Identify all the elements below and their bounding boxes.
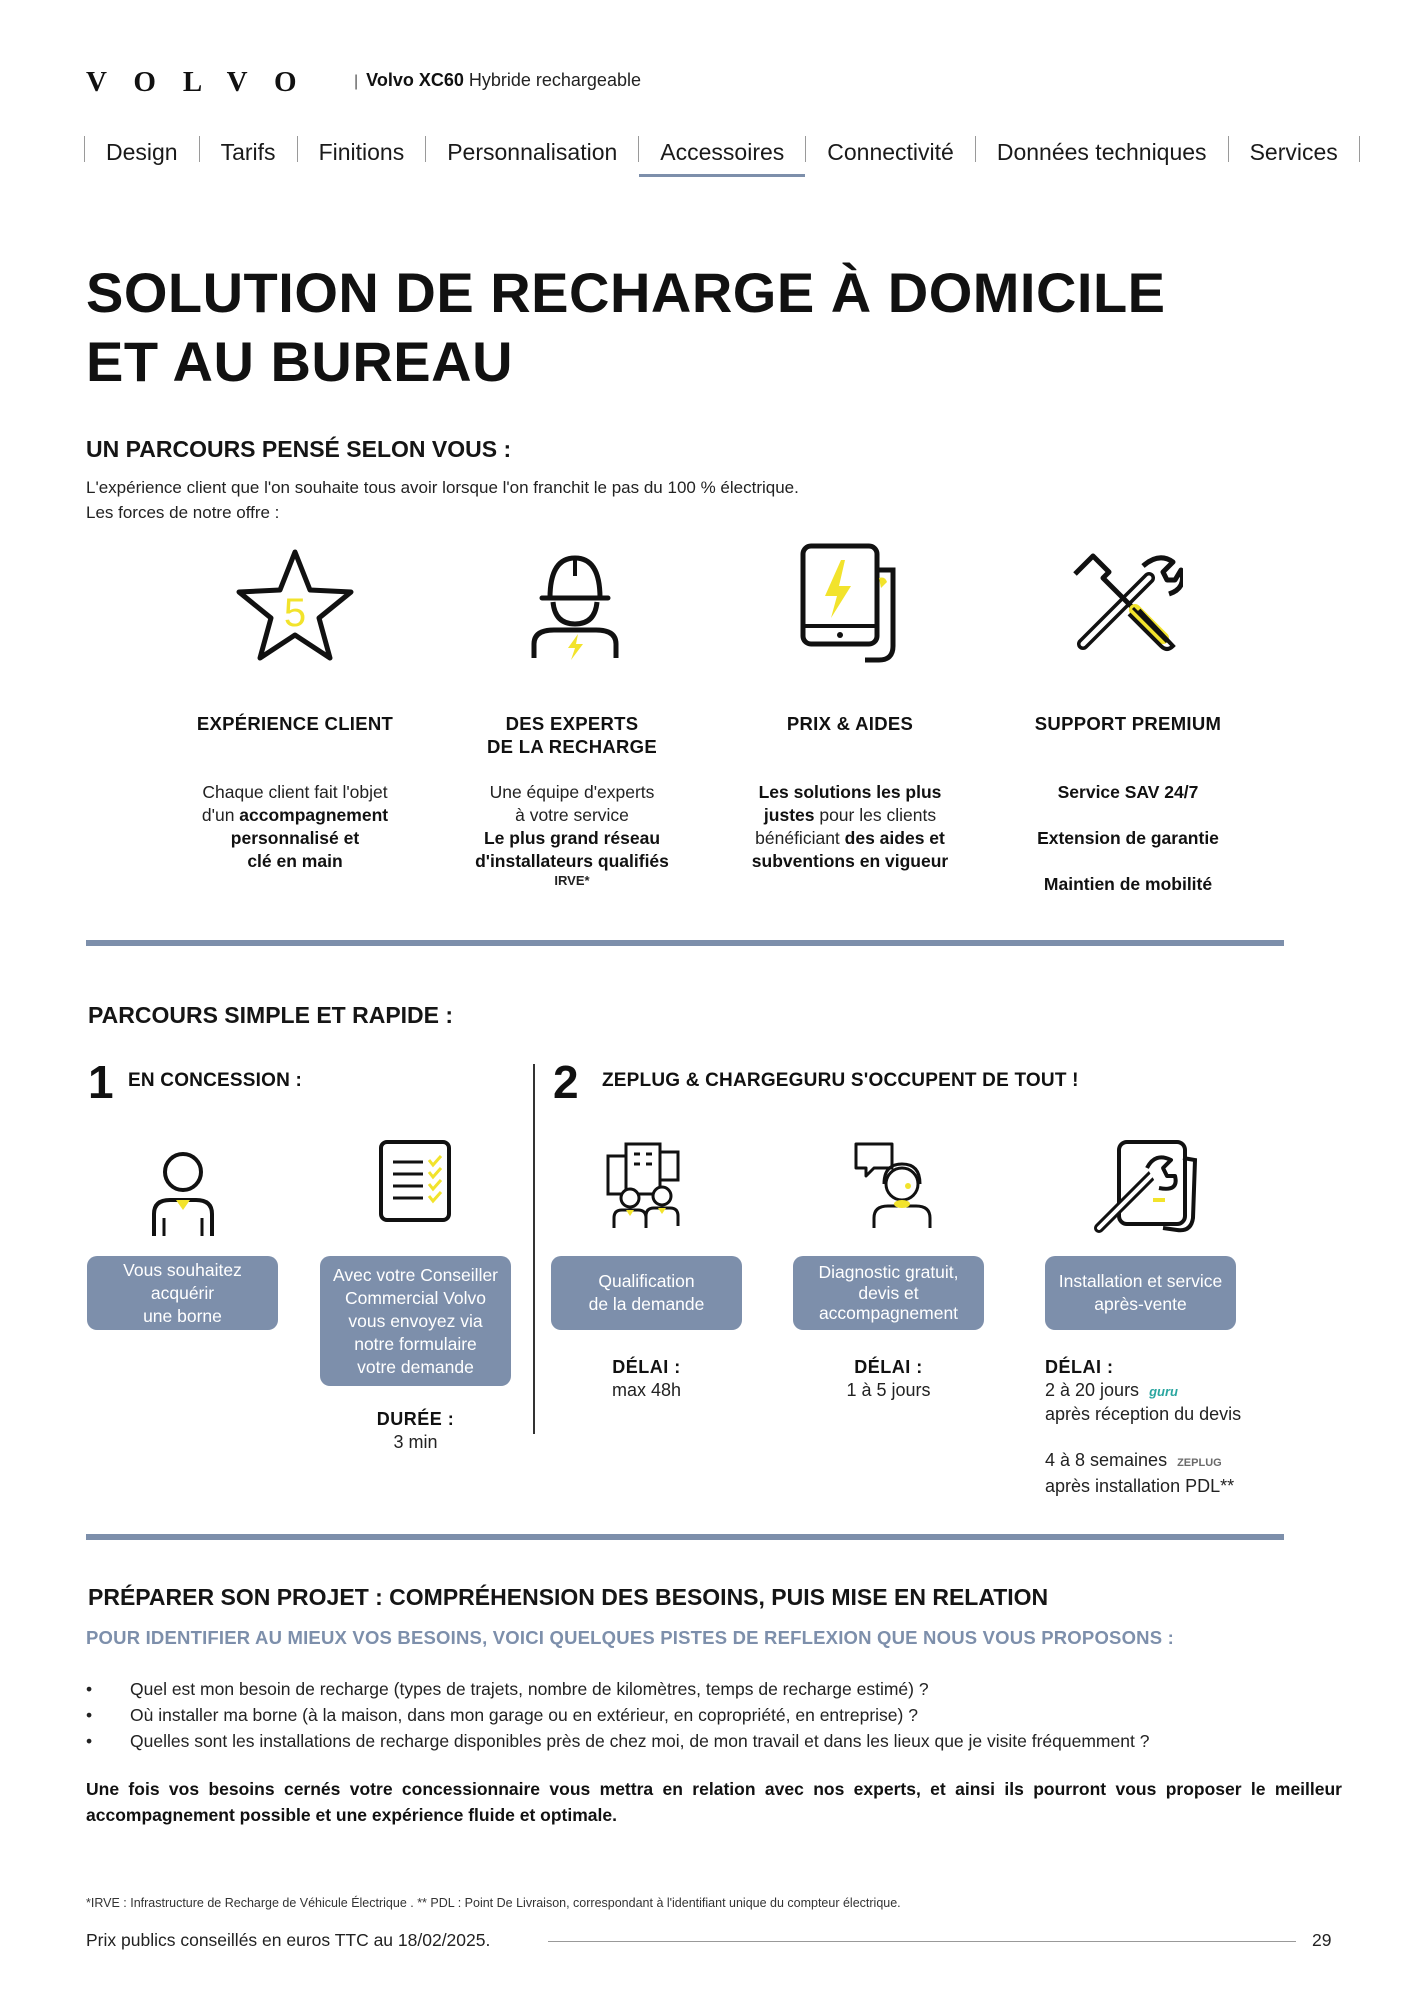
delai-line: 4 à 8 semaines: [1045, 1450, 1168, 1470]
step-pill-qualification: [551, 1256, 742, 1330]
support-sav: Service SAV 24/7: [1057, 782, 1199, 802]
volvo-logo: VOLVO: [86, 66, 324, 98]
text-span: bénéficiant: [755, 828, 845, 848]
duree-label: DURÉE :: [376, 1409, 455, 1429]
feature-experience-head: [165, 712, 425, 735]
step1-number: 1: [88, 1056, 114, 1108]
page-title: [86, 258, 1166, 396]
pill-line: devis et: [858, 1283, 919, 1303]
pill-line: Installation et service: [1058, 1271, 1223, 1291]
prepare-closing: Une fois vos besoins cernés votre concessionnaire vous mettra en relation avec nos experts, et ainsi ils pourront vous proposer le meilleur accompagnement possible et une expérience fluide et optimale.: [86, 1779, 1342, 1825]
pill-line: Diagnostic gratuit,: [818, 1262, 959, 1282]
text-bold: Le plus grand réseau: [483, 828, 661, 848]
pill-line: Avec votre Conseiller: [332, 1264, 499, 1285]
step2-title: ZEPLUG & CHARGEGURU S'OCCUPENT DE TOUT !: [602, 1070, 1079, 1091]
text-bold: des aides et: [844, 828, 945, 848]
star-icon: [230, 546, 360, 666]
tools-icon: [1063, 548, 1183, 660]
nav-services[interactable]: Services: [1249, 139, 1338, 165]
irve-note: IRVE*: [554, 873, 590, 888]
feature-head-line: SUPPORT PREMIUM: [1034, 713, 1222, 734]
pill-line: de la demande: [588, 1294, 705, 1314]
delai-installation: [1045, 1356, 1285, 1498]
pill-line: Vous souhaitez: [123, 1259, 242, 1280]
star-number: 5: [283, 591, 307, 635]
pill-line: Commercial Volvo: [344, 1287, 487, 1308]
nav-divider: [1359, 136, 1360, 162]
pill-line: une borne: [143, 1305, 222, 1326]
pill-line: accompagnement: [818, 1303, 959, 1323]
pill-line: après-vente: [1094, 1294, 1187, 1314]
delai-label: DÉLAI :: [1045, 1357, 1114, 1377]
text-line: Chaque client fait l'objet: [202, 782, 388, 802]
feature-support-text: [998, 781, 1258, 896]
parcours-heading: UN PARCOURS PENSÉ SELON VOUS :: [86, 436, 512, 462]
delai-line: après installation PDL**: [1045, 1476, 1235, 1496]
process-heading: PARCOURS SIMPLE ET RAPIDE :: [88, 1002, 454, 1028]
list-item: • Quel est mon besoin de recharge (types de trajets, nombre de kilomètres, temps de recharge estimé) ?: [86, 1676, 1149, 1702]
feature-head-line: DES EXPERTS: [505, 713, 639, 734]
parcours-intro: [86, 475, 799, 525]
text-bold: clé en main: [247, 851, 343, 871]
delai-value: max 48h: [611, 1380, 682, 1400]
step-pill-souhait: [87, 1256, 278, 1330]
feature-prix-text: [720, 781, 980, 873]
delai-diagnostic: [793, 1356, 984, 1402]
step-pill-diagnostic: [793, 1256, 984, 1330]
text-bold: Les solutions les plus: [758, 782, 942, 802]
feature-experience-text: [165, 781, 425, 873]
pill-line: acquérir: [150, 1282, 215, 1303]
section-divider: [86, 940, 1284, 946]
support-garantie: Extension de garantie: [1037, 828, 1219, 848]
nav-design[interactable]: Design: [106, 139, 178, 165]
person-icon: [150, 1148, 216, 1238]
feature-support-head: [998, 712, 1258, 735]
feature-experts-head: [442, 712, 702, 758]
footer-line: [548, 1941, 1296, 1942]
model-label: [354, 68, 641, 94]
pill-line: notre formulaire: [354, 1333, 477, 1354]
feature-experts-text: [442, 781, 702, 888]
step1-title: EN CONCESSION :: [128, 1070, 303, 1091]
zeplug-logo: ZEPLUG: [1177, 1457, 1222, 1469]
prepare-subheading: POUR IDENTIFIER AU MIEUX VOS BESOINS, VOICI QUELQUES PISTES DE REFLEXION QUE NOUS VOUS PROPOSONS :: [86, 1627, 1174, 1648]
feature-head-line: DE LA RECHARGE: [486, 736, 658, 757]
prepare-bullets: [86, 1676, 1149, 1754]
text-bold: d'installateurs qualifiés: [475, 851, 669, 871]
footer-text: Prix publics conseillés en euros TTC au 18/02/2025.: [86, 1930, 491, 1950]
nav-connectivite[interactable]: Connectivité: [827, 139, 954, 165]
intro-line1: L'expérience client que l'on souhaite tous avoir lorsque l'on franchit le pas du 100 % électrique.: [86, 478, 799, 497]
text-span: pour les clients: [814, 805, 937, 825]
phone-bolt-icon: [795, 540, 905, 670]
text-line: Une équipe d'experts: [489, 782, 655, 802]
step-divider: [533, 1064, 535, 1434]
duree-block: [320, 1408, 511, 1454]
text-span: d'un: [201, 805, 240, 825]
delai-qualification: [551, 1356, 742, 1402]
feature-prix-head: [720, 712, 980, 735]
support-headset-icon: [852, 1140, 936, 1230]
footnote: *IRVE : Infrastructure de Recharge de Véhicule Électrique . ** PDL : Point De Livraison, correspondant à l'identifiant unique du compteur électrique.: [86, 1896, 901, 1910]
nav-personnalisation[interactable]: Personnalisation: [447, 139, 618, 165]
nav-tarifs[interactable]: Tarifs: [220, 139, 276, 165]
text-line: [165, 804, 425, 827]
page-title-line1: SOLUTION DE RECHARGE À DOMICILE: [86, 261, 1166, 324]
section-divider: [86, 1534, 1284, 1540]
delai-value: 1 à 5 jours: [846, 1380, 931, 1400]
chargeguru-logo: guru: [1149, 1384, 1178, 1399]
model-variant: Hybride rechargeable: [468, 70, 641, 90]
prepare-heading: PRÉPARER SON PROJET : COMPRÉHENSION DES BESOINS, PUIS MISE EN RELATION: [88, 1584, 1049, 1610]
team-building-icon: [606, 1140, 686, 1230]
text-bold: accompagnement: [239, 805, 389, 825]
pill-line: vous envoyez via: [348, 1310, 483, 1331]
step2-number: 2: [553, 1056, 579, 1108]
text-line: à votre service: [515, 805, 629, 825]
checklist-icon: [377, 1138, 453, 1224]
delai-label: DÉLAI :: [854, 1357, 923, 1377]
delai-line: après réception du devis: [1045, 1404, 1242, 1424]
support-mobilite: Maintien de mobilité: [1043, 874, 1213, 894]
feature-head-line: EXPÉRIENCE CLIENT: [196, 713, 394, 734]
step-pill-conseiller: [320, 1256, 511, 1386]
list-item: • Quelles sont les installations de recharge disponibles près de chez moi, de mon travail et dans les lieux que je visite fréquemment ?: [86, 1728, 1149, 1754]
install-tablet-icon: [1093, 1138, 1199, 1234]
list-item: • Où installer ma borne (à la maison, dans mon garage ou en extérieur, en copropriété, en entreprise) ?: [86, 1702, 1149, 1728]
text-bold: justes: [763, 805, 815, 825]
model-name: Volvo XC60: [366, 70, 464, 90]
step-pill-installation: [1045, 1256, 1236, 1330]
nav-donnees-techniques[interactable]: Données techniques: [996, 139, 1207, 165]
feature-head-line: PRIX & AIDES: [786, 713, 914, 734]
pill-line: Qualification: [598, 1271, 695, 1291]
section-nav: [84, 130, 1360, 174]
page-number: 29: [1312, 1930, 1332, 1950]
delai-line: 2 à 20 jours: [1045, 1380, 1140, 1400]
expert-worker-icon: [520, 546, 630, 666]
model-separator: |: [354, 73, 359, 90]
nav-accessoires[interactable]: Accessoires: [639, 130, 805, 174]
delai-label: DÉLAI :: [612, 1357, 681, 1377]
text-bold: subventions en vigueur: [751, 851, 949, 871]
duree-value: 3 min: [393, 1432, 438, 1452]
text-bold: personnalisé et: [230, 828, 360, 848]
pill-line: votre demande: [357, 1356, 474, 1377]
intro-line2: Les forces de notre offre :: [86, 503, 280, 522]
nav-finitions[interactable]: Finitions: [318, 139, 405, 165]
page-title-line2: ET AU BUREAU: [86, 330, 514, 393]
